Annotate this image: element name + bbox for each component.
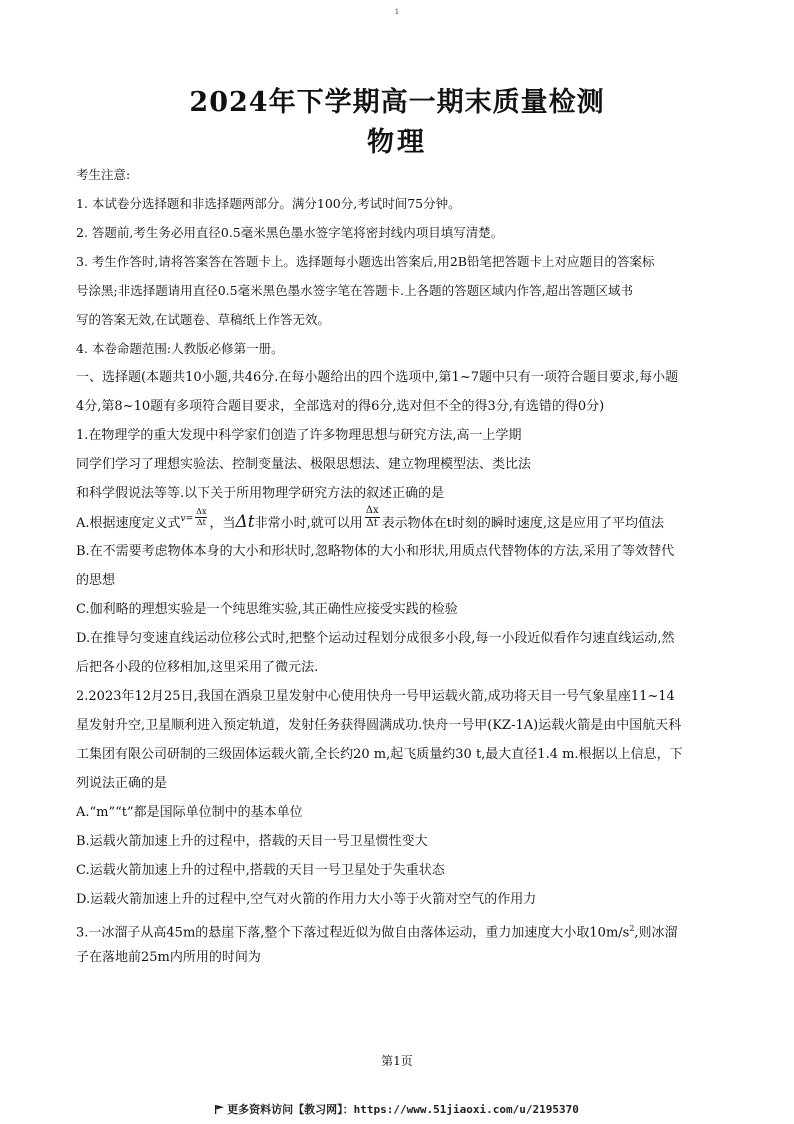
notice-heading: 考生注意: [76,167,131,182]
fraction-denominator: Δt [366,518,378,529]
footer-link-text[interactable]: 更多资料访问【教习网】：https://www.51jiaoxi.com/u/2195370 [227,1103,579,1116]
q2-option-b: B.运载火箭加速上升的过程中，搭载的天目一号卫星惯性变大 [76,834,428,849]
q1-stem: 1.在物理学的重大发现中科学家们创造了许多物理思想与研究方法,高一上学期 [76,428,522,443]
section-heading-cont: 4分,第8~10题有多项符合题目要求，全部选对的得6分,选对但不全的得3分,有选错的得0分) [76,399,605,414]
equals-sign: = [185,514,194,524]
q1-a-text: 表示物体在t时刻的瞬时速度,这是应用了平均值法 [381,516,664,531]
section-heading: 一、选择题(本题共10小题,共46分.在每小题给出的四个选项中,第1~7题中只有一项符合题目要求,每小题 [76,370,679,385]
q2-stem: 列说法正确的是 [76,776,168,791]
q1-stem: 和科学假说法等等.以下关于所用物理学研究方法的叙述正确的是 [76,486,445,501]
velocity-symbol: v [180,514,186,524]
q1-option-b: B.在不需要考虑物体本身的大小和形状时,忽略物体的大小和形状,用质点代替物体的方法,采用了等效替代 [76,544,675,559]
fraction-denominator: Δt [196,518,206,527]
q1-a-text: 非常小时,就可以用 [254,516,363,531]
q3-stem [76,914,726,943]
q1-option-d: D.在推导匀变速直线运动位移公式时,把整个运动过程划分成很多小段,每一小段近似看作匀速直线运动,然 [76,631,675,646]
footer-link-row[interactable] [0,1101,794,1117]
q1-option-c: C.伽利略的理想实验是一个纯思维实验,其正确性应接受实践的检验 [76,602,458,617]
exam-content [76,160,726,972]
q2-option-d: D.运载火箭加速上升的过程中,空气对火箭的作用力大小等于火箭对空气的作用力 [76,892,537,907]
q2-option-c: C.运载火箭加速上升的过程中,搭载的天目一号卫星处于失重状态 [76,863,445,878]
fraction-numerator: Δx [196,507,207,516]
q2-stem: 星发射升空,卫星顺利进入预定轨道，发射任务获得圆满成功.快舟一号甲(KZ-1A)运载火箭是由中国航天科 [76,718,682,733]
q2-stem: 工集团有限公司研制的三级固体运载火箭,全长约20 m,起飞质量约30 t,最大直径1.4 m.根据以上信息，下 [76,747,683,762]
page-top-mark: 1 [394,8,400,16]
exam-subject: 物理 [367,127,427,158]
notice-item: 号涂黑;非选择题请用直径0.5毫米黑色墨水签字笔在答题卡.上各题的答题区域内作答,超出答题区域书 [76,283,634,298]
notice-item: 3. 考生作答时,请将答案答在答题卡上。选择题每小题选出答案后,用2B铅笔把答题卡上对应题目的答案标 [76,254,655,269]
q2-stem: 2.2023年12月25日,我国在酒泉卫星发射中心使用快舟一号甲运载火箭,成功将天目一号气象星座11~14 [76,689,675,704]
velocity-fraction [195,507,207,528]
velocity-fraction-2 [365,505,380,530]
delta-t-symbol: Δt [235,512,255,532]
page-number: 第1页 [381,1054,413,1068]
q1-option-a [76,505,726,537]
q1-option-b-cont: 的思想 [76,573,116,588]
exam-title: 2024年下学期高一期末质量检测 [189,87,605,118]
q3-text: ,则冰溜 [634,925,678,941]
q1-a-text: A.根据速度定义式 [76,516,181,531]
fraction-numerator: Δx [365,505,379,516]
q3-text: 3.一冰溜子从高45m的悬崖下落,整个下落过程近似为做自由落体运动，重力加速度大小取10m/s [76,925,630,941]
q3-stem-cont: 子在落地前25m内所用的时间为 [76,950,261,965]
q3-superscript: 2 [629,924,635,933]
q2-option-a: A.“m”“t”都是国际单位制中的基本单位 [76,805,303,820]
q1-a-text: ，当 [209,516,236,531]
notice-item: 4. 本卷命题范围:人教版必修第一册。 [76,341,284,356]
q1-option-d-cont: 后把各小段的位移相加,这里采用了微元法. [76,660,319,675]
notice-item: 写的答案无效,在试题卷、草稿纸上作答无效。 [76,312,330,327]
flag-icon [215,1105,224,1114]
notice-item: 1. 本试卷分选择题和非选择题两部分。满分100分,考试时间75分钟。 [76,196,461,211]
notice-item: 2. 答题前,考生务必用直径0.5毫米黑色墨水签字笔将密封线内项目填写清楚。 [76,225,504,240]
q1-stem: 同学们学习了理想实验法、控制变量法、极限思想法、建立物理模型法、类比法 [76,457,532,472]
